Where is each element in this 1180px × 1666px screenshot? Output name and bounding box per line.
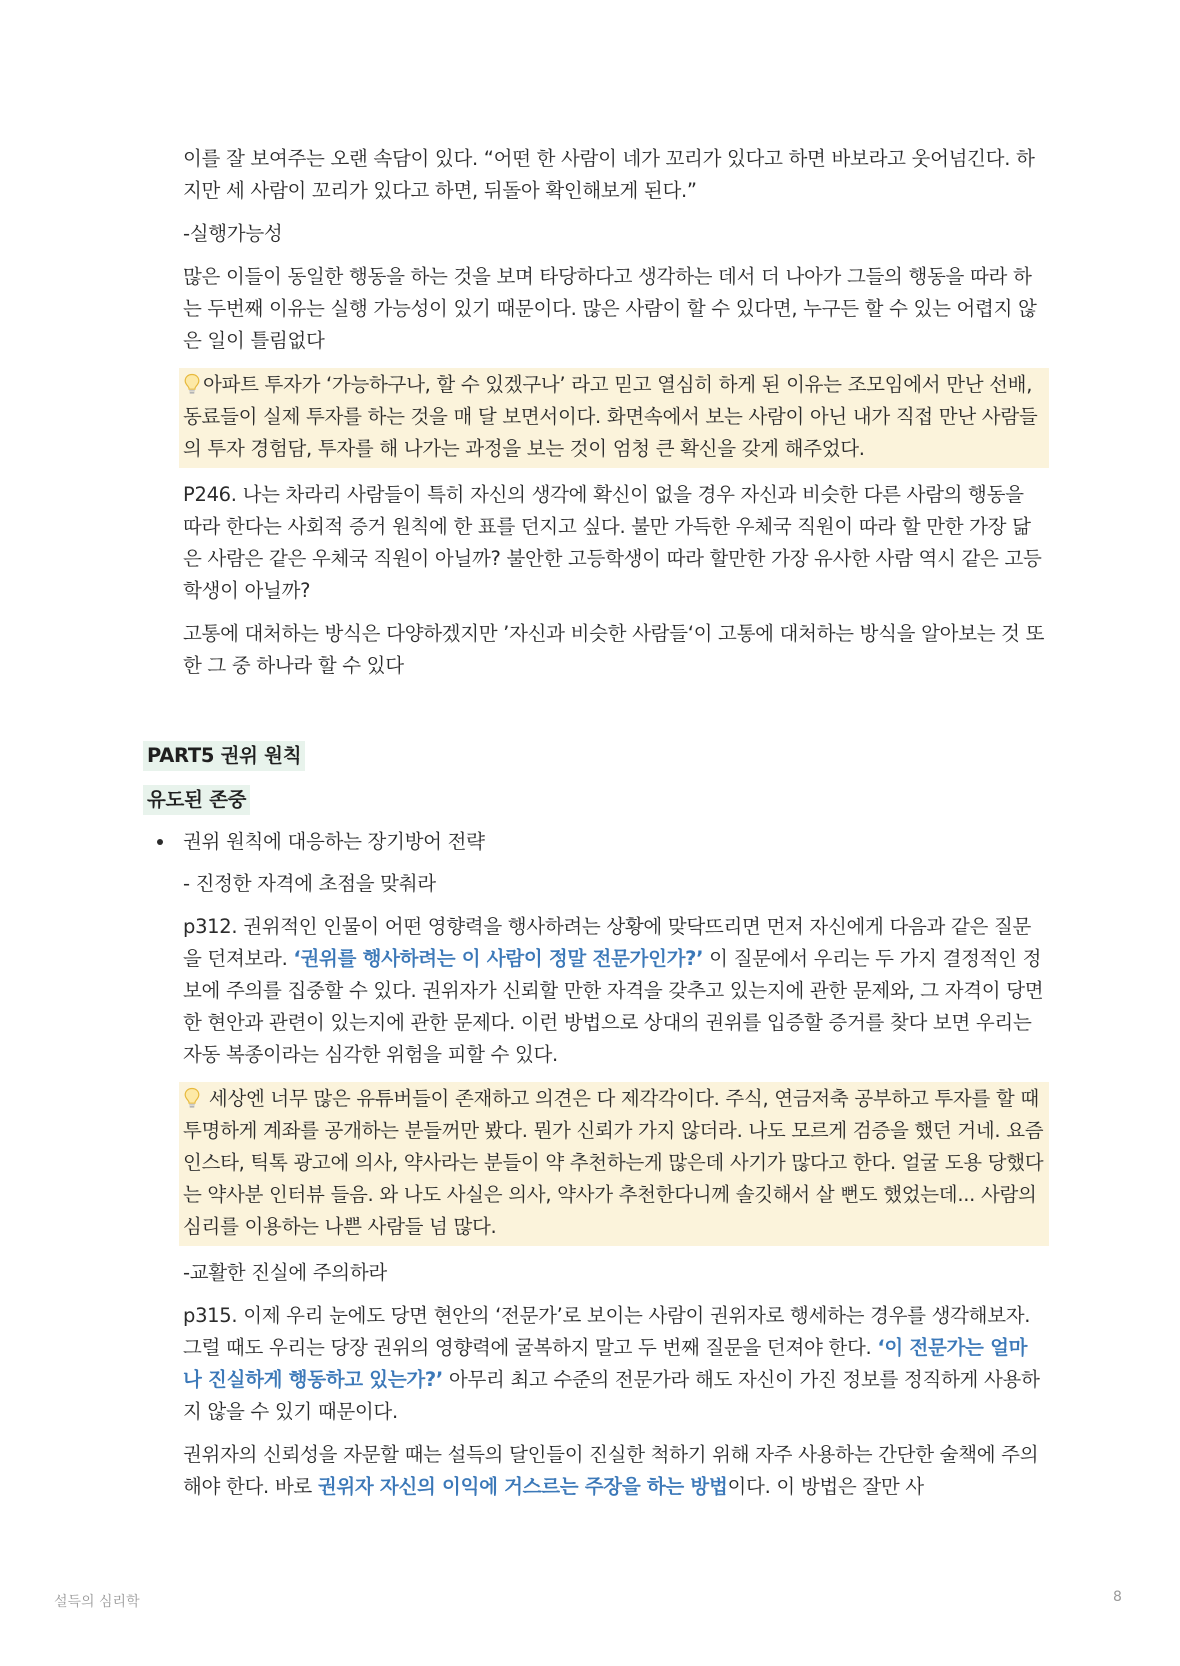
footer-page-number: 8: [1113, 1589, 1122, 1605]
callout-text: 아파트 투자가 ‘가능하구나, 할 수 있겠구나’ 라고 믿고 열심히 하게 된 이유는 조모임에서 만난 선배, 동료들이 실제 투자를 하는 것을 매 달 보면서이다. 화면속에서 보는 사람이 아닌 내가 직접 만난 사람들의 투자 경험담, 투자를 해 나가는 과정을 보는 것이 엄청 큰 확신을 갖게 해주었다.: [183, 373, 1038, 460]
paragraph-p312: [183, 911, 1045, 1071]
bullet-text: 권위 원칙에 대응하는 장기방어 전략: [183, 830, 485, 853]
paragraph-p315: [183, 1300, 1045, 1428]
bullet-dot-icon: [157, 839, 163, 845]
label-feasibility: -실행가능성: [183, 222, 283, 245]
heading-induced-respect: 유도된 존중: [143, 785, 250, 815]
paragraph-p246: P246. 나는 차라리 사람들이 특히 자신의 생각에 확신이 없을 경우 자신과 비슷한 다른 사람의 행동을 따라 한다는 사회적 증거 원칙에 한 표를 던지고 싶다. 불만 가득한 우체국 직원이 따라 할 만한 가장 닮은 사람은 같은 우체국 직원이 아닐까? 불안한 고등학생이 따라 할만한 가장 유사한 사람 역시 같은 고등학생이 아닐까?: [183, 483, 1042, 602]
document-body: [147, 143, 1045, 1514]
paragraph-text: 권위자의 신뢰성을 자문할 때는 설득의 달인들이 진실한 척하기 위해 자주 사용하는 간단한 술책에 주의해야 한다. 바로: [183, 1443, 1039, 1498]
paragraph-credibility: [183, 1439, 1045, 1503]
callout-apartment-investment: [179, 368, 1049, 468]
lightbulb-icon: [183, 373, 201, 395]
callout-text: 세상엔 너무 많은 유튜버들이 존재하고 의견은 다 제각각이다. 주식, 연금저축 공부하고 투자를 할 때 투명하게 계좌를 공개하는 분들꺼만 봤다. 뭔가 신뢰가 가지 않더라. 나도 모르게 검증을 했던 거네. 요즘 인스타, 틱톡 광고에 의사, 약사라는 분들이 약 추천하는게 많은데 사기가 많다고 한다. 얼굴 도용 당했다는 약사분 인터뷰 들음. 와 나도 사실은 의사, 약사가 추천한다니께 솔깃해서 살 뻔도 했었는데... 사람의 심리를 이용하는 나쁜 사람들 넘 많다.: [183, 1087, 1044, 1238]
highlight-question-expert: ‘권위를 행사하려는 이 사람이 정말 전문가인가?’: [293, 947, 704, 970]
footer-book-title: 설득의 심리학: [54, 1594, 140, 1610]
callout-youtubers: [179, 1082, 1049, 1246]
lightbulb-icon: [183, 1087, 201, 1109]
list-item: [183, 826, 1045, 858]
paragraph-feasibility: 많은 이들이 동일한 행동을 하는 것을 보며 타당하다고 생각하는 데서 더 나아가 그들의 행동을 따라 하는 두번째 이유는 실행 가능성이 있기 때문이다. 많은 사람이 할 수 있다면, 누구든 할 수 있는 어렵지 않은 일이 틀림없다: [183, 265, 1037, 352]
heading-induced-respect-wrap: [143, 784, 1005, 816]
label-cunning-truth: -교활한 진실에 주의하라: [183, 1261, 387, 1284]
label-true-credentials: - 진정한 자격에 초점을 맞춰라: [183, 872, 436, 895]
paragraph-text: 아무리 최고 수준의 전문가라 해도 자신이 가진 정보를 정직하게 사용하지 않을 수 있기 때문이다.: [183, 1368, 1040, 1423]
paragraph-proverb: 이를 잘 보여주는 오랜 속담이 있다. “어떤 한 사람이 네가 꼬리가 있다고 하면 바보라고 웃어넘긴다. 하지만 세 사람이 꼬리가 있다고 하면, 뒤돌아 확인해보게 된다.”: [183, 147, 1035, 202]
highlight-self-interest-argument: 권위자 자신의 이익에 거스르는 주장을 하는 방법: [317, 1475, 728, 1498]
paragraph-coping: 고통에 대처하는 방식은 다양하겠지만 ’자신과 비슷한 사람들‘이 고통에 대처하는 방식을 알아보는 것 또한 그 중 하나라 할 수 있다: [183, 622, 1045, 677]
heading-part5-wrap: [143, 740, 1005, 772]
highlight-question-honesty: ‘이 전문가는 얼마나 진실하게 행동하고 있는가?’: [183, 1336, 1028, 1391]
paragraph-text: p315. 이제 우리 눈에도 당면 현안의 ‘전문가’로 보이는 사람이 권위자로 행세하는 경우를 생각해보자. 그럴 때도 우리는 당장 권위의 영향력에 굴복하지 말고 두 번째 질문을 던져야 한다.: [183, 1304, 1031, 1359]
paragraph-text: 이 질문에서 우리는 두 가지 결정적인 정보에 주의를 집중할 수 있다. 권위자가 신뢰할 만한 자격을 갖추고 있는지에 관한 문제와, 그 자격이 당면한 현안과 관련이 있는지에 관한 문제다. 이런 방법으로 상대의 권위를 입증할 증거를 찾다 보면 우리는 자동 복종이라는 심각한 위험을 피할 수 있다.: [183, 947, 1044, 1066]
heading-part5: PART5 권위 원칙: [143, 741, 305, 771]
paragraph-text: 이다. 이 방법은 잘만 사: [727, 1475, 924, 1498]
paragraph-text: p312. 권위적인 인물이 어떤 영향력을 행사하려는 상황에 맞닥뜨리면 먼저 자신에게 다음과 같은 질문을 던져보라.: [183, 915, 1032, 970]
